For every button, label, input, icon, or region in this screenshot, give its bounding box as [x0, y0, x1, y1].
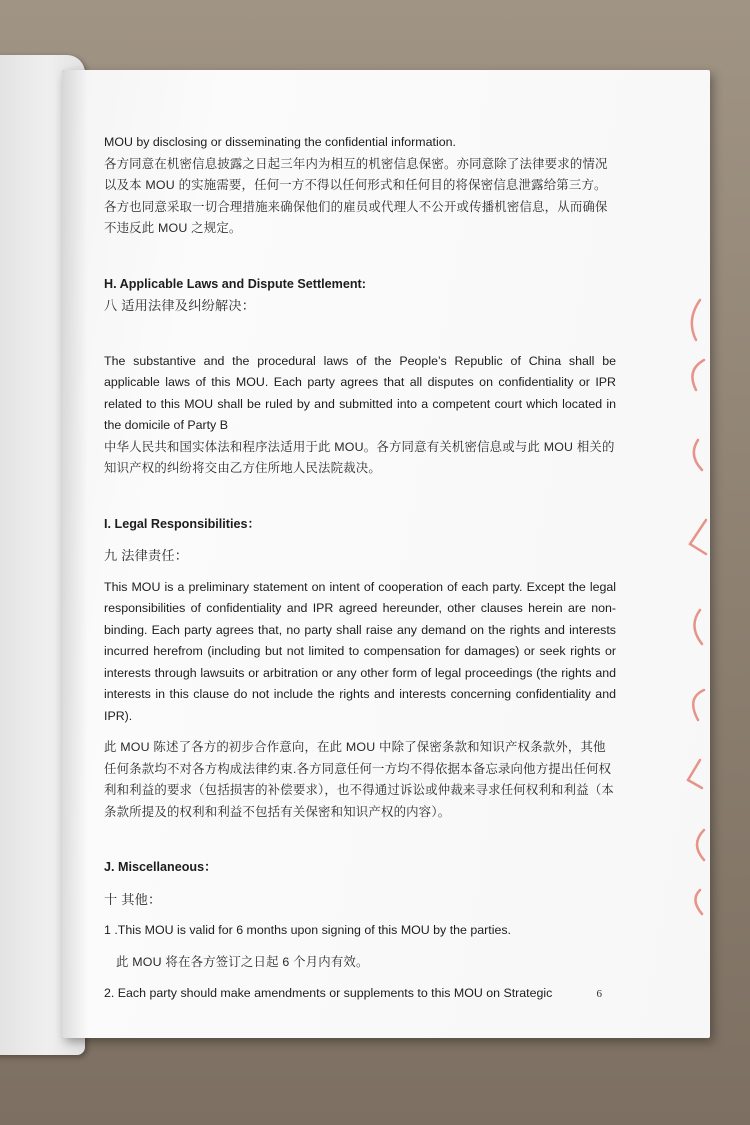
section-h-heading-cn: 八 适用法律及纠纷解决：: [104, 298, 256, 313]
seal-stamp-fragment: [670, 290, 710, 930]
page-number: 6: [596, 988, 602, 1000]
section-j-item-2-en: 2. Each party should make amendments or supplements to this MOU on Strategic: [104, 986, 553, 1000]
section-j-heading-en: J. Miscellaneous：: [104, 860, 217, 874]
section-j-heading-cn: 十 其他：: [104, 891, 162, 907]
section-h-body-en: The substantive and the procedural laws of the People’s Republic of China shall be applicable laws of this MOU. Each party agrees that all disputes on confidentiality or IPR related to this MOU shall be ruled by and submitted into a competent court which located in the domicile of Party B: [104, 353, 616, 432]
section-i-body-en: This MOU is a preliminary statement on intent of cooperation of each party. Except the legal responsibilities of confidentiality and IPR agreed hereunder, other clauses herein are non-binding. Each party agrees that, no party shall raise any demand on the rights and interests incurred herefrom (including but not limited to compensation for damages) or seek rights or interests through lawsuits or arbitration or any other form of legal proceedings (the rights and interests in this clause do not include the rights and interests concerning confidentiality and IPR).: [104, 579, 616, 723]
document-page: [62, 70, 710, 1038]
page-content: [104, 132, 616, 1005]
section-j-item-1-en: 1 .This MOU is valid for 6 months upon signing of this MOU by the parties.: [104, 923, 511, 937]
section-h-heading-en: H. Applicable Laws and Dispute Settlement:: [104, 276, 366, 291]
section-i-heading-en: I. Legal Responsibilities：: [104, 516, 261, 531]
paragraph-g-end-cn: 各方同意在机密信息披露之日起三年内为相互的机密信息保密。亦同意除了法律要求的情况以及本 MOU 的实施需要，任何一方不得以任何形式和任何目的将保密信息泄露给第三方。各方也同意采取一切合理措施来确保他们的雇员或代理人不公开或传播机密信息，从而确保不违反此 MOU 之规定。: [104, 156, 608, 235]
section-h-body-cn: 中华人民共和国实体法和程序法适用于此 MOU。各方同意有关机密信息或与此 MOU 相关的知识产权的纠纷将交由乙方住所地人民法院裁决。: [104, 439, 615, 475]
section-j-item-1-cn: 此 MOU 将在各方签订之日起 6 个月内有效。: [116, 954, 369, 969]
paragraph-g-end-en: MOU by disclosing or disseminating the confidential information.: [104, 135, 456, 149]
section-i-body-cn: 此 MOU 陈述了各方的初步合作意向，在此 MOU 中除了保密条款和知识产权条款外，其他任何条款均不对各方构成法律约束.各方同意任何一方均不得依据本备忘录向他方提出任何权利和利益的要求（包括损害的补偿要求），也不得通过诉讼或仲裁来寻求任何权利和利益（本条款所提及的权利和利益不包括有关保密和知识产权的内容）。: [104, 740, 615, 819]
section-i-heading-cn: 九 法律责任：: [104, 548, 189, 563]
